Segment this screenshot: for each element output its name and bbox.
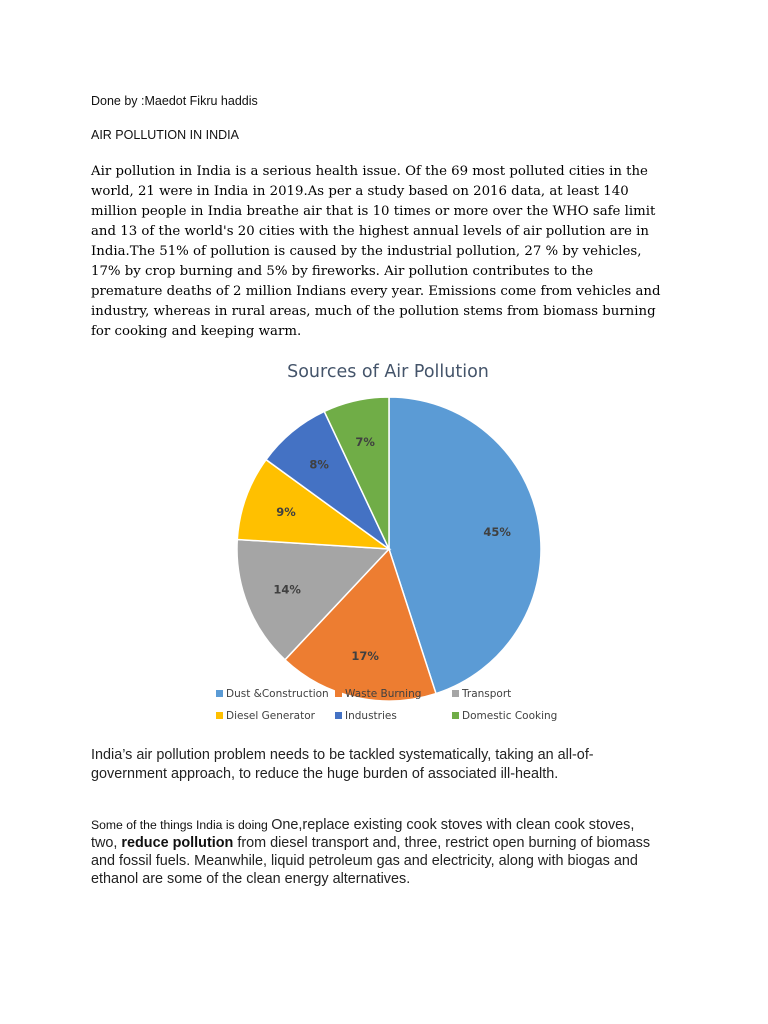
legend-label: Dust &Construction: [226, 688, 329, 700]
conclusion-line: government approach, to reduce the huge burden of associated ill-health.: [91, 766, 559, 782]
intro-line: and 13 of the world's 20 cities with the highest annual levels of air pollution are in: [91, 224, 649, 239]
conclusion-paragraph: [91, 746, 701, 784]
legend-swatch: [335, 690, 342, 697]
pie-value-label: 8%: [309, 457, 329, 472]
intro-line: world, 21 were in India in 2019.As per a study based on 2016 data, at least 140: [91, 184, 629, 199]
actions-line-2-text: from diesel transport and, three, restrict open burning of biomass: [233, 835, 651, 851]
document-title: AIR POLLUTION IN INDIA: [91, 128, 239, 142]
pie-chart: [190, 350, 590, 740]
reduce-pollution-emphasis: reduce pollution: [121, 835, 234, 851]
pie-slices: [237, 397, 541, 701]
intro-line: India.The 51% of pollution is caused by the industrial pollution, 27 % by vehicles,: [91, 244, 642, 259]
pie-value-label: 7%: [355, 435, 375, 450]
intro-paragraph: [91, 162, 691, 342]
actions-line-4: ethanol are some of the clean energy alternatives.: [91, 871, 411, 887]
pie-value-label: 14%: [273, 582, 301, 597]
actions-paragraph: [91, 816, 711, 888]
legend-label: Industries: [345, 710, 397, 722]
pie-value-label: 9%: [276, 504, 296, 519]
legend-swatch: [216, 712, 223, 719]
intro-line: industry, whereas in rural areas, much of the pollution stems from biomass burning: [91, 304, 656, 319]
actions-line-1-text: One,replace existing cook stoves with clean cook stoves,: [271, 817, 635, 833]
intro-line: million people in India breathe air that is 10 times or more over the WHO safe limit: [91, 204, 656, 219]
legend-swatch: [452, 690, 459, 697]
actions-line-2-pre: two,: [91, 835, 122, 851]
legend-label: Diesel Generator: [226, 710, 315, 722]
intro-line: Air pollution in India is a serious health issue. Of the 69 most polluted cities in the: [91, 164, 648, 179]
legend-label: Domestic Cooking: [462, 710, 558, 722]
legend-swatch: [335, 712, 342, 719]
intro-line: premature deaths of 2 million Indians every year. Emissions come from vehicles and: [91, 284, 661, 299]
legend-label: Waste Burning: [345, 688, 422, 700]
actions-line-3: and fossil fuels. Meanwhile, liquid petroleum gas and electricity, along with biogas and: [91, 853, 638, 869]
chart-legend: [216, 688, 557, 722]
pie-value-label: 17%: [351, 648, 379, 663]
conclusion-line: India’s air pollution problem needs to be tackled systematically, taking an all-of-: [91, 747, 594, 763]
intro-line: 17% by crop burning and 5% by fireworks. Air pollution contributes to the: [91, 264, 594, 279]
author-line: Done by :Maedot Fikru haddis: [91, 94, 258, 108]
actions-line-1: [91, 816, 711, 834]
chart-title: Sources of Air Pollution: [287, 362, 489, 382]
legend-label: Transport: [462, 688, 512, 700]
actions-lead-in: Some of the things India is doing: [91, 818, 272, 832]
pie-value-label: 45%: [483, 524, 511, 539]
intro-line: for cooking and keeping warm.: [91, 324, 302, 339]
actions-line-2: [91, 834, 711, 852]
legend-swatch: [452, 712, 459, 719]
legend-swatch: [216, 690, 223, 697]
